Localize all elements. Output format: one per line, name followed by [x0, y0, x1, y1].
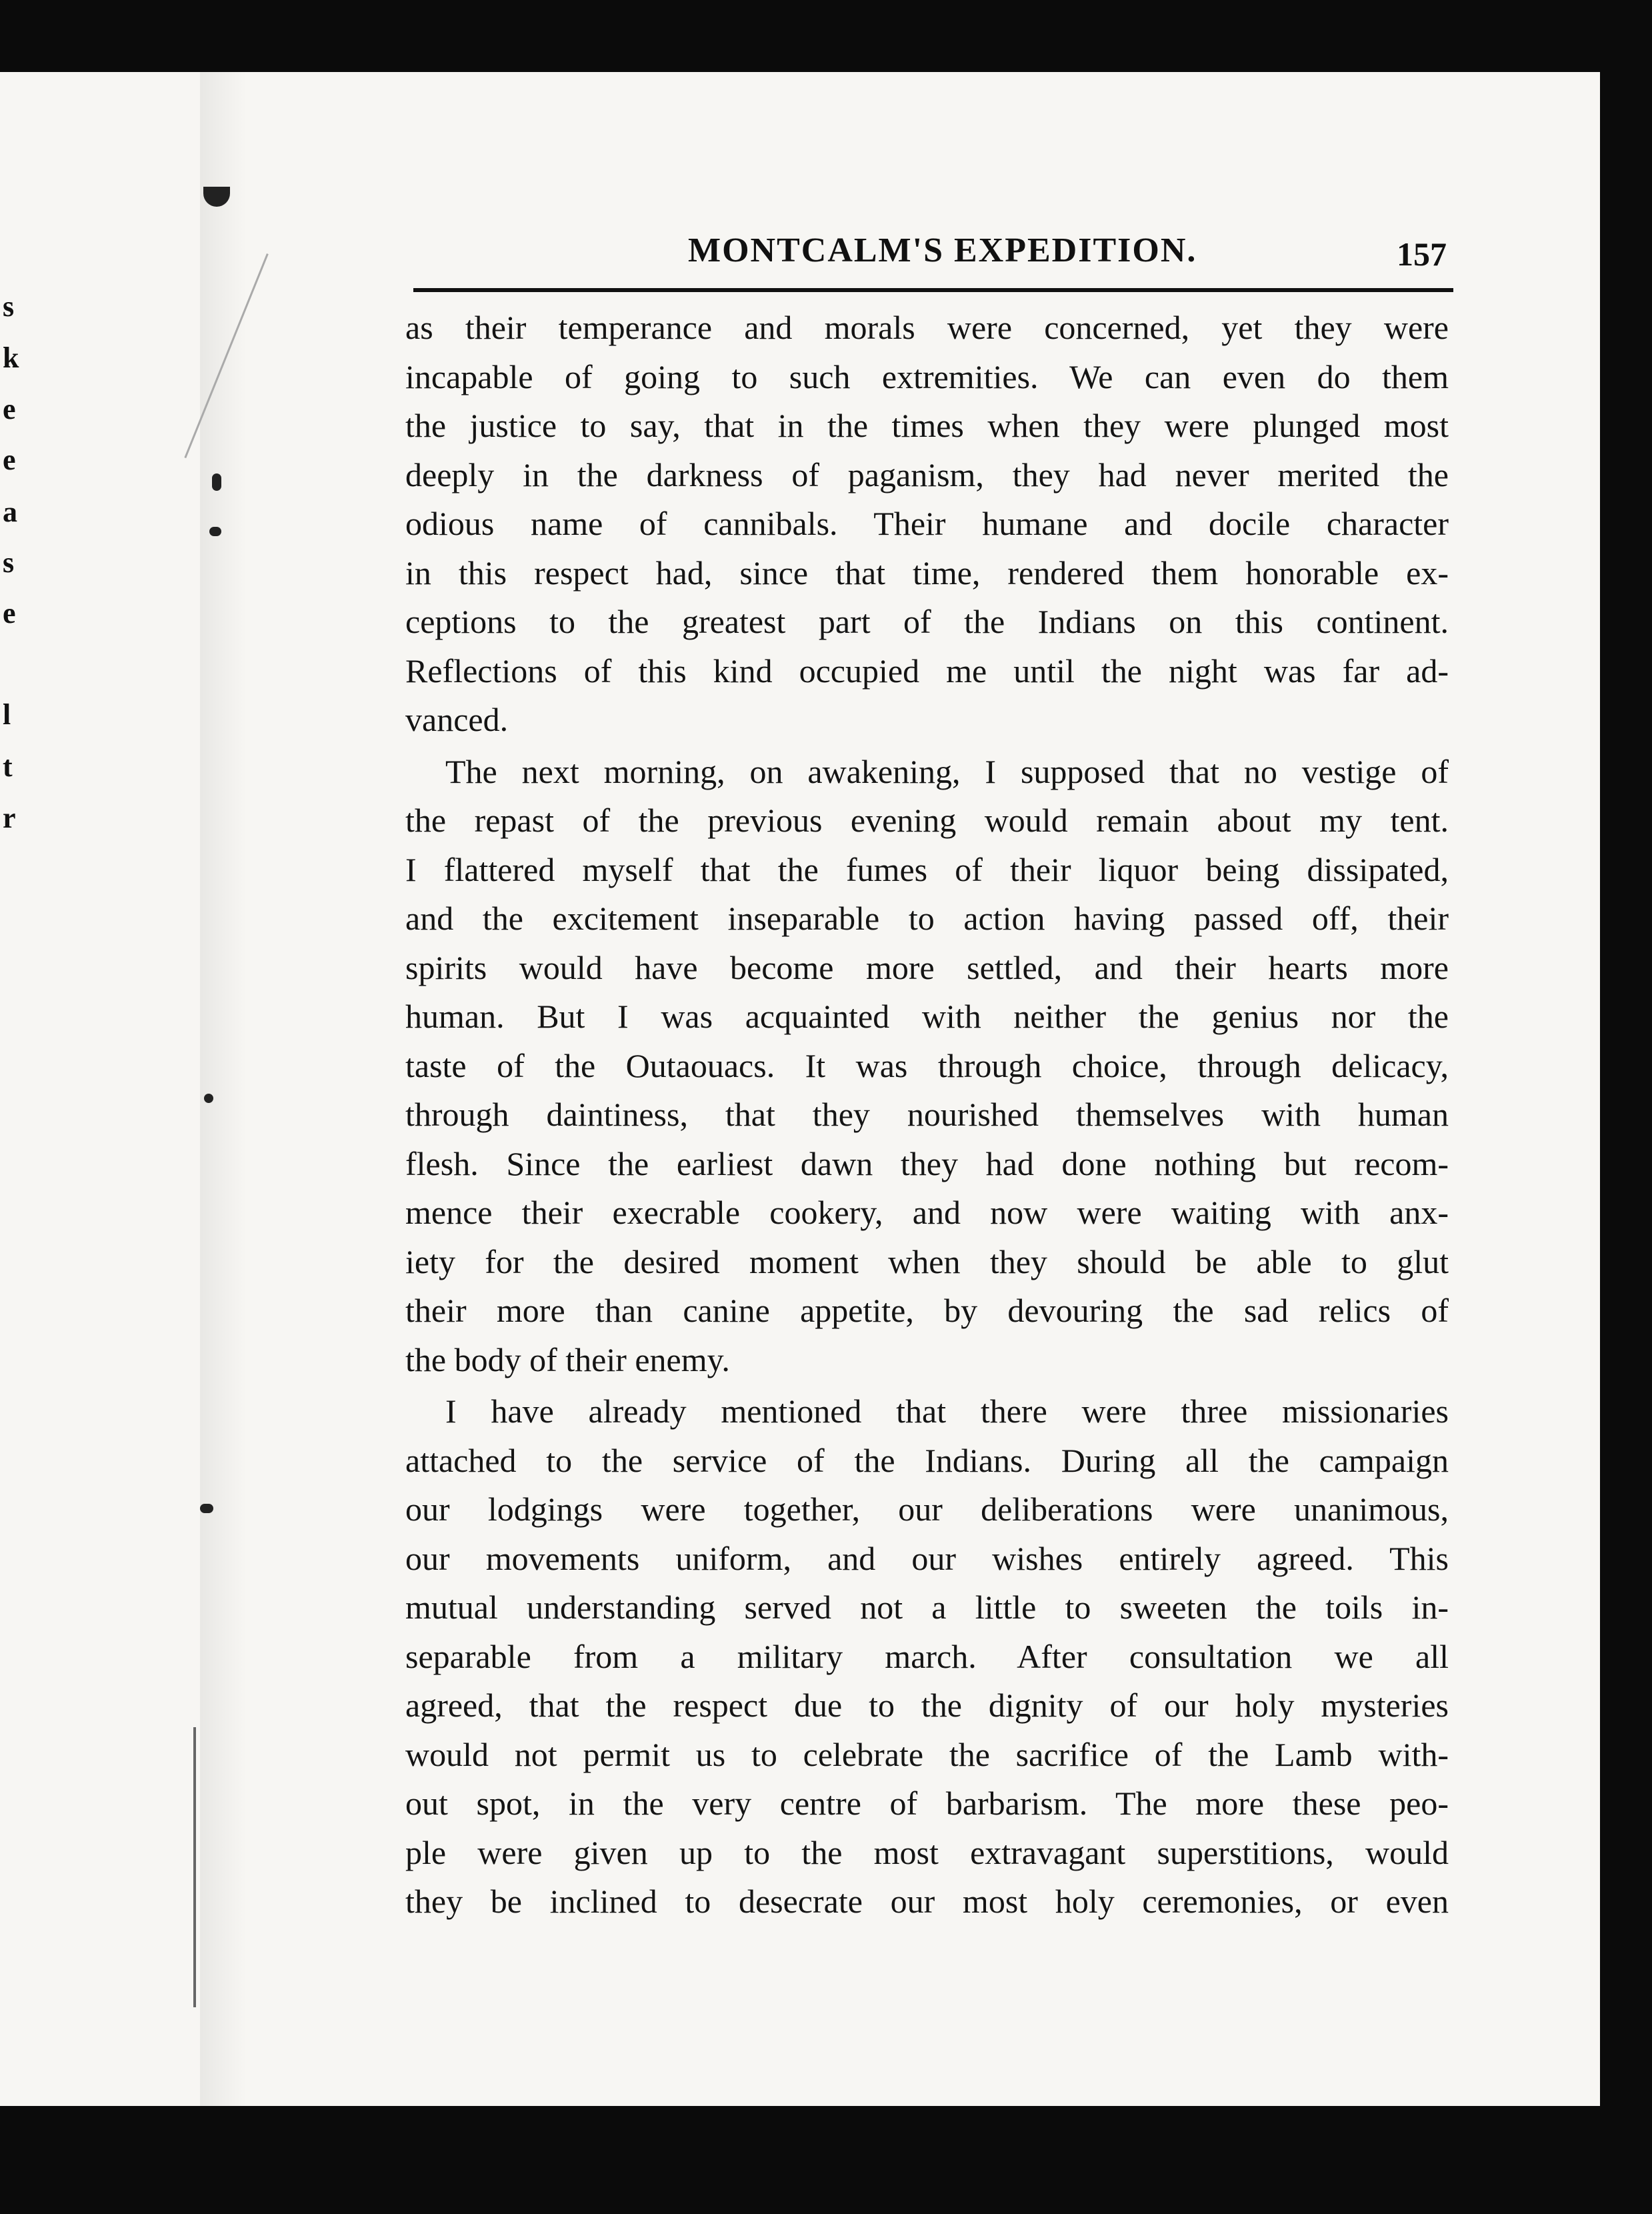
running-head-title: MONTCALM'S EXPEDITION. [688, 231, 1197, 269]
text-line: mutual understanding served not a little to sweeten the toils in- [405, 1588, 1449, 1626]
text-line: deeply in the darkness of paganism, they had never merited the [405, 455, 1449, 493]
text-line: in this respect had, since that time, rendered them honorable ex- [405, 554, 1449, 592]
text-line: the body of their enemy. [405, 1340, 730, 1378]
text-line: attached to the service of the Indians. During all the campaign [405, 1441, 1449, 1479]
text-line: our movements uniform, and our wishes entirely agreed. This [405, 1539, 1449, 1577]
margin-letter: k [3, 341, 19, 374]
margin-letter: a [3, 495, 17, 528]
margin-letter: s [3, 546, 15, 579]
paragraph-2 [405, 748, 1449, 1385]
text-line: Reflections of this kind occupied me until the night was far ad- [405, 652, 1449, 690]
text-line: iety for the desired moment when they should be able to glut [405, 1242, 1449, 1280]
text-line: through daintiness, that they nourished themselves with human [405, 1096, 1449, 1133]
margin-letter: l [3, 698, 11, 731]
text-line: the repast of the previous evening would remain about my tent. [405, 802, 1449, 839]
text-line: out spot, in the very centre of barbarism. The more these peo- [405, 1785, 1449, 1822]
text-line: spirits would have become more settled, and their hearts more [405, 948, 1449, 986]
margin-letter: e [3, 393, 16, 425]
text-line: ple were given up to the most extravagant superstitions, would [405, 1833, 1449, 1871]
binding-thread-mark [193, 1727, 196, 2007]
margin-letter: e [3, 443, 16, 476]
binding-tack-mark [212, 473, 221, 491]
facing-page-margin-letters [0, 0, 20, 2214]
binding-tack-mark [209, 527, 221, 536]
text-line: separable from a military march. After consultation we all [405, 1637, 1449, 1675]
text-line: and the excitement inseparable to action having passed off, their [405, 900, 1449, 937]
running-head [413, 223, 1453, 283]
text-line: vanced. [405, 701, 509, 738]
text-line: would not permit us to celebrate the sacrifice of the Lamb with- [405, 1735, 1449, 1773]
text-line: taste of the Outaouacs. It was through choice, through delicacy, [405, 1046, 1449, 1084]
text-line: odious name of cannibals. Their humane and docile character [405, 505, 1449, 542]
paragraph-1 [405, 303, 1449, 745]
text-line: The next morning, on awakening, I supposed that no vestige of [445, 752, 1449, 790]
header-rule [413, 288, 1453, 292]
text-line: they be inclined to desecrate our most holy ceremonies, or even [405, 1883, 1449, 1920]
text-line: I flattered myself that the fumes of their liquor being dissipated, [405, 850, 1449, 888]
text-line: as their temperance and morals were concerned, yet they were [405, 309, 1449, 346]
text-line: agreed, that the respect due to the dignity of our holy mysteries [405, 1687, 1449, 1724]
margin-letter: t [3, 750, 13, 783]
text-line: flesh. Since the earliest dawn they had done nothing but recom- [405, 1144, 1449, 1182]
text-line: their more than canine appetite, by devouring the sad relics of [405, 1292, 1449, 1329]
paragraph-3 [405, 1387, 1449, 1927]
body-text [405, 303, 1449, 1927]
text-line: the justice to say, that in the times when they were plunged most [405, 407, 1449, 444]
binding-tack-mark [204, 1094, 213, 1103]
gutter-shadow [200, 72, 247, 2106]
text-line: human. But I was acquainted with neither the genius nor the [405, 998, 1449, 1035]
text-line: ceptions to the greatest part of the Indians on this continent. [405, 603, 1449, 640]
margin-letter: e [3, 597, 16, 630]
text-line: our lodgings were together, our deliberations were unanimous, [405, 1490, 1449, 1528]
binding-tack-mark [200, 1504, 213, 1513]
margin-letter: r [3, 802, 16, 834]
text-line: I have already mentioned that there were three missionaries [445, 1392, 1449, 1430]
text-line: mence their execrable cookery, and now were waiting with anx- [405, 1194, 1449, 1231]
margin-letter: s [3, 290, 15, 323]
text-line: incapable of going to such extremities. We can even do them [405, 357, 1449, 395]
page-number: 157 [1397, 235, 1447, 273]
